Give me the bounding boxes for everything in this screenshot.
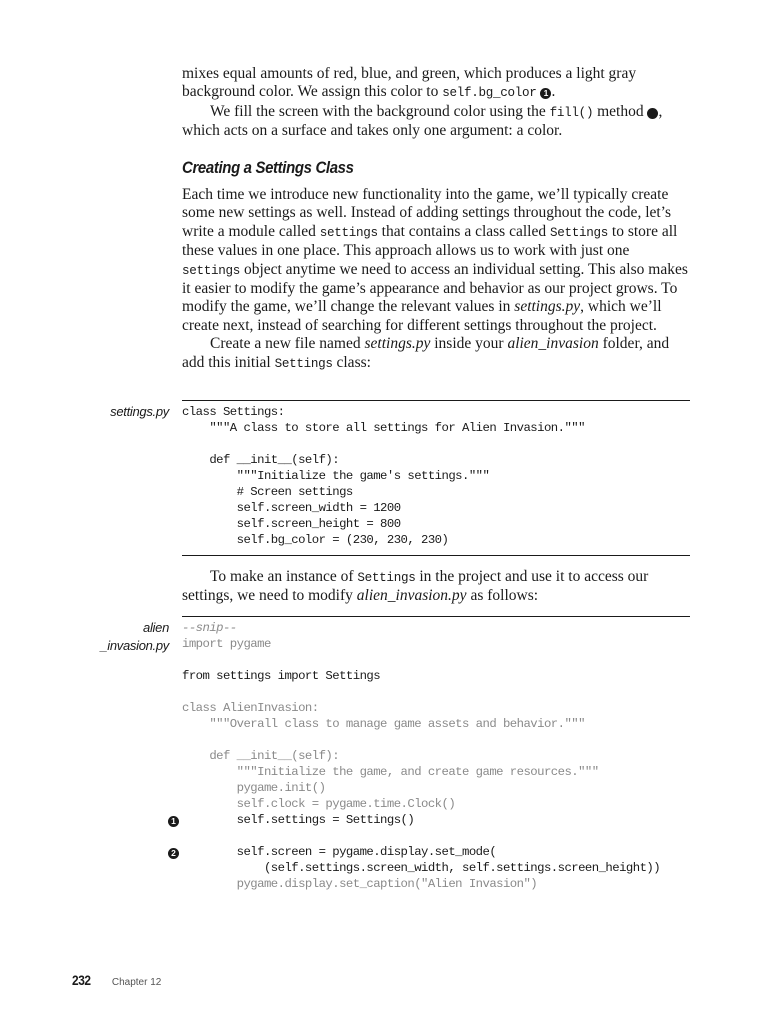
code-line: self.clock = pygame.time.Clock() <box>182 797 456 811</box>
italic-filename: settings.py <box>364 335 431 353</box>
code-line: self.screen = pygame.display.set_mode( <box>182 845 497 859</box>
code-line: """Overall class to manage game assets and behavior.""" <box>182 717 585 731</box>
code-line: class Settings: <box>182 405 285 419</box>
inline-code: fill() <box>549 105 594 120</box>
listing-1-bottom-rule <box>182 555 690 556</box>
code-line: self.screen_height = 800 <box>182 517 401 531</box>
code-line: """Initialize the game, and create game resources.""" <box>182 765 599 779</box>
page-footer <box>72 972 161 988</box>
code-line <box>182 436 690 452</box>
code-line: # Screen settings <box>182 485 353 499</box>
page-number: 232 <box>72 972 91 988</box>
code-line: self.screen_width = 1200 <box>182 501 401 515</box>
inline-code: Settings <box>549 225 609 240</box>
listing-2-label <box>100 619 169 655</box>
code-line: from settings import Settings <box>182 669 381 683</box>
code-line <box>182 828 690 844</box>
code-marker-1: 1 <box>168 816 179 827</box>
italic-filename: alien_invasion.py <box>356 587 467 605</box>
code-line: """A class to store all settings for Alien Invasion.""" <box>182 421 585 435</box>
inline-code: Settings <box>274 356 333 371</box>
code-line: def __init__(self): <box>182 749 340 763</box>
chapter-label: Chapter 12 <box>111 977 162 988</box>
code-line: self.bg_color = (230, 230, 230) <box>182 533 449 547</box>
listing-2-top-rule <box>182 616 690 617</box>
listing-1-label: settings.py <box>110 404 169 419</box>
inline-code: self.bg_color <box>442 86 537 101</box>
code-line <box>182 684 690 700</box>
listing-1-top-rule <box>182 400 690 401</box>
code-line: (self.settings.screen_width, self.settings.screen_height)) <box>182 861 661 875</box>
code-marker-2: 2 <box>168 848 179 859</box>
inline-code: settings <box>319 225 378 240</box>
code-line: class AlienInvasion: <box>182 701 319 715</box>
section-paragraph-1: Each time we introduce new functionality into the game, we’ll typically create some new settings as well. Instead of adding settings throughout the code, let’s write a module called settings that contains a class called Settings to store all these values in one place. This approach allows us to work with just one settings object anytime we need to access an individual setting. This also makes it easier to modify the game’s appearance and behavior as our project grows. To modify the game, we’ll change the relevant values in settings.py, which we’ll create next, instead of searching for different settings throughout the project. <box>182 186 688 334</box>
inline-code: Settings <box>357 571 416 585</box>
callout-marker-1: 1 <box>540 88 551 99</box>
callout-marker-2: 2 <box>647 108 658 119</box>
listing-1-code <box>182 404 690 548</box>
intro-text <box>182 65 690 141</box>
code-line: import pygame <box>182 637 271 651</box>
inline-code: settings <box>182 263 241 278</box>
italic-filename: settings.py <box>514 298 581 316</box>
listing-2-label-line-1: alien <box>143 620 169 635</box>
section-paragraph-2: Create a new file named settings.py inside your alien_invasion folder, and add this initial Settings class: <box>182 335 670 371</box>
code-line <box>182 732 690 748</box>
listing-2-label-line-2: _invasion.py <box>100 638 169 653</box>
section-body <box>182 186 690 373</box>
code-line <box>182 652 690 668</box>
italic-foldername: alien_invasion <box>507 335 599 353</box>
code-line: """Initialize the game's settings.""" <box>182 469 490 483</box>
intro-paragraph-2: We fill the screen with the background color using the fill() method 2, which acts on a surface and takes only one argument: a color. <box>182 102 681 140</box>
code-line: self.settings = Settings() <box>182 813 415 827</box>
section-heading: Creating a Settings Class <box>182 158 354 177</box>
code-line: --snip-- <box>182 621 237 635</box>
code-line: pygame.display.set_caption("Alien Invasion") <box>182 877 538 891</box>
code-line: pygame.init() <box>182 781 326 795</box>
code-line: def __init__(self): <box>182 453 340 467</box>
bridge-paragraph: To make an instance of Settings in the project and use it to access our settings, we need to modify alien_invasion.py as follows: <box>182 568 649 605</box>
intro-paragraph-1: mixes equal amounts of red, blue, and green, which produces a light gray background color. We assign this color to self.bg_color 1 . <box>182 65 637 101</box>
listing-2-code <box>182 620 690 892</box>
